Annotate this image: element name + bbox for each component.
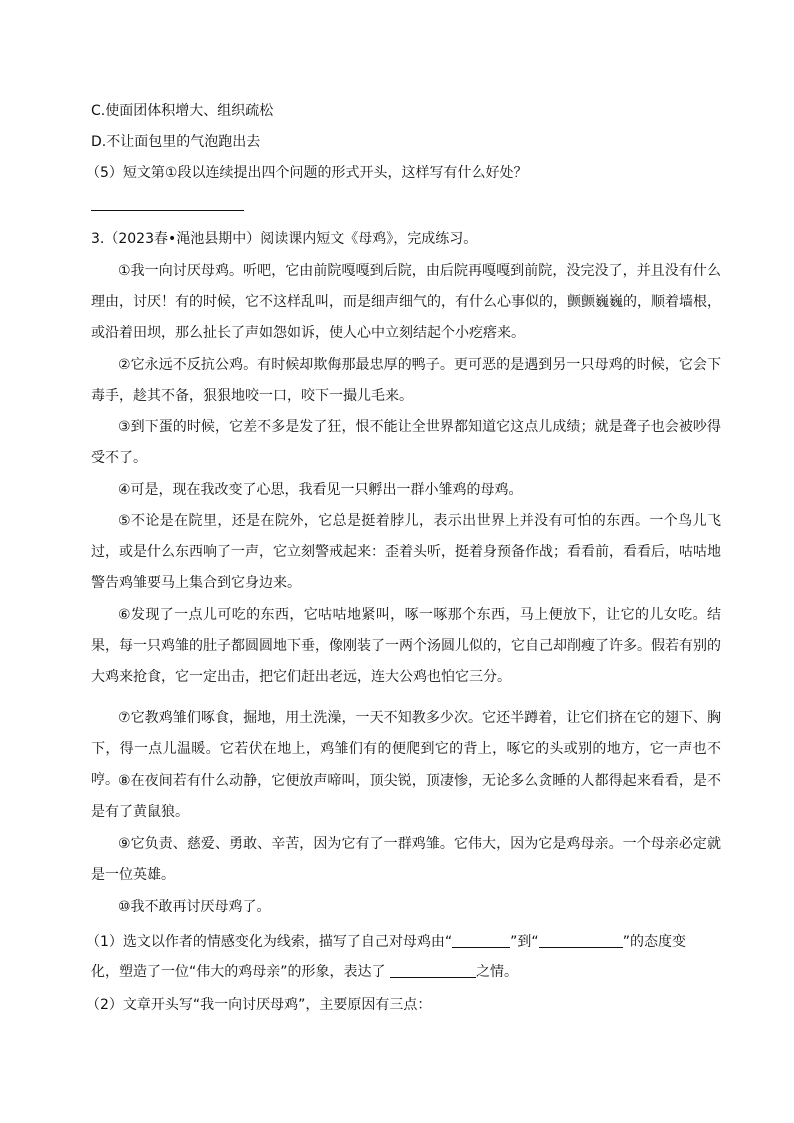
blank-1[interactable] [452, 933, 510, 948]
passage-paragraph-10: ⑩我不敢再讨厌母鸡了。 [118, 899, 271, 915]
question-5: （5）短文第①段以连续提出四个问题的形式开头，这样写有什么好处？ [86, 165, 528, 181]
passage-paragraph-1: ①我一向讨厌母鸡。听吧，它由前院嘎嘎到后院，由后院再嘎嘎到前院，没完没了，并且没有什么理由，讨厌！有的时候，它不这样乱叫，而是细声细气的，有什么心事似的，颤颤巍巍的，顺着墙根，或沿着田坝，那么扯长了声如怨如诉，使人心中立刻结起个小疙瘩来。 [91, 263, 721, 341]
passage-paragraph-8: ⑧在夜间若有什么动静，它便放声啼叫，顶尖锐，顶凄惨，无论多么贪睡的人都得起来看看，是不是有了黄鼠狼。 [91, 773, 721, 820]
passage-paragraph-5: ⑤不论是在院里，还是在院外，它总是挺着脖儿，表示出世界上并没有可怕的东西。一个鸟儿飞过，或是什么东西响了一声，它立刻警戒起来：歪着头听，挺着身预备作战；看看前，看看后，咕咕地警告鸡雏要马上集合到它身边来。 [91, 513, 721, 591]
blank-3[interactable] [390, 963, 476, 978]
option-c: C.使面团体积增大、组织疏松 [91, 103, 274, 119]
option-d: D.不让面包里的气泡跑出去 [91, 134, 261, 150]
passage-paragraph-9: ⑨它负责、慈爱、勇敢、辛苦，因为它有了一群鸡雏。它伟大，因为它是鸡母亲。一个母亲必定就是一位英雄。 [91, 836, 721, 883]
question-1 [86, 933, 686, 951]
passage-paragraph-7: ⑦它教鸡雏们啄食，掘地，用土洗澡，一天不知教多少次。它还半蹲着，让它们挤在它的翅下、胸下，得一点儿温暖。它若伏在地上，鸡雏们有的便爬到它的背上，啄它的头或别的地方，它一声也不哼。 [91, 710, 721, 788]
question-1-text-b: ”到“ [510, 934, 539, 950]
blank-2[interactable] [539, 933, 623, 948]
question-1-text-e: 之情。 [475, 964, 518, 980]
passage-paragraph-2: ②它永远不反抗公鸡。有时候却欺侮那最忠厚的鸭子。更可恶的是遇到另一只母鸡的时候，它会下毒手，趁其不备，狠狠地咬一口，咬下一撮儿毛来。 [91, 357, 721, 404]
answer-blank-line[interactable] [91, 210, 244, 211]
question-3-header: 3.（2023春•渑池县期中）阅读课内短文《母鸡》，完成练习。 [91, 231, 478, 247]
question-1-text-c: ”的态度变 [622, 934, 686, 950]
question-2: （2）文章开头写“我一向讨厌母鸡”，主要原因有三点： [86, 997, 432, 1013]
passage-paragraph-4: ④可是，现在我改变了心思，我看见一只孵出一群小雏鸡的母鸡。 [118, 482, 523, 498]
passage-paragraph-6: ⑥发现了一点儿可吃的东西，它咕咕地紧叫，啄一啄那个东西，马上便放下，让它的儿女吃。结果，每一只鸡雏的肚子都圆圆地下垂，像刚装了一两个汤圆儿似的，它自己却削瘦了许多。假若有别的大鸡来抢食，它一定出击，把它们赶出老远，连大公鸡也怕它三分。 [91, 607, 721, 685]
passage-paragraph-3: ③到下蛋的时候，它差不多是发了狂，恨不能让全世界都知道它这点儿成绩；就是聋子也会被吵得受不了。 [91, 419, 721, 466]
question-1-continued [91, 963, 518, 981]
question-1-text-d: 化，塑造了一位“伟大的鸡母亲”的形象，表达了 [91, 964, 390, 980]
question-1-text-a: （1）选文以作者的情感变化为线索，描写了自己对母鸡由“ [86, 934, 453, 950]
